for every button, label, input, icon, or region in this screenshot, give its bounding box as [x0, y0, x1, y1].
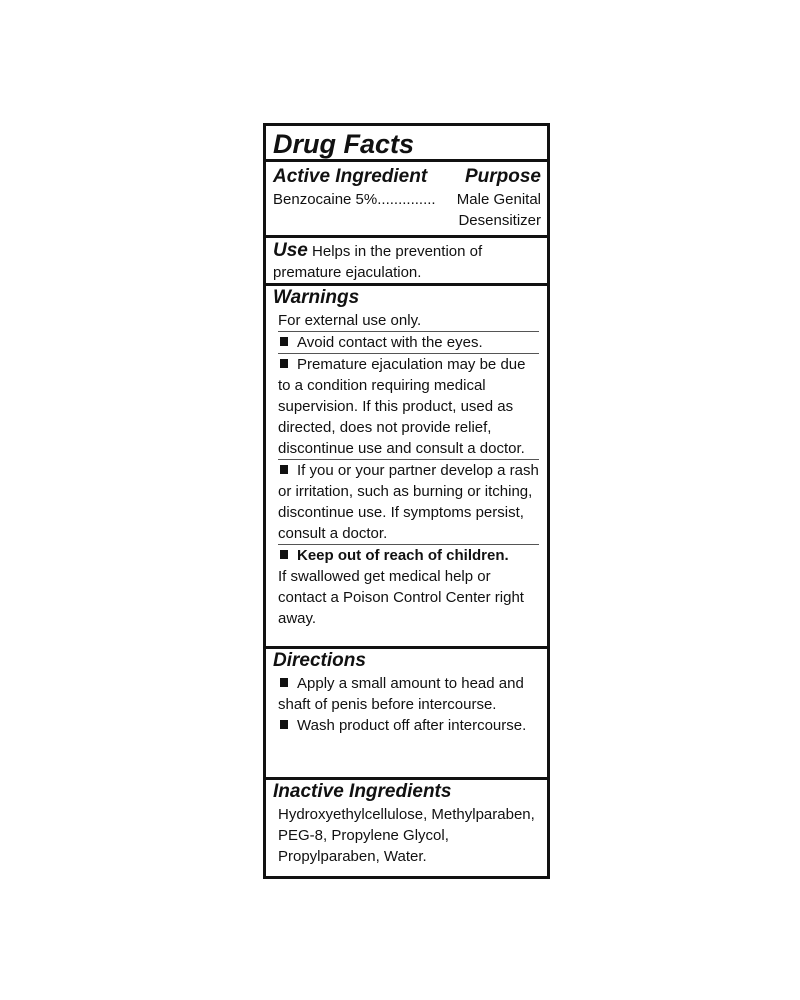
direction-item-text: Apply a small amount to head and shaft of penis before intercourse.: [278, 675, 524, 713]
bullet-icon: [280, 720, 288, 729]
inactive-ingredients-header: Inactive Ingredients: [273, 781, 452, 802]
bullet-icon: [280, 465, 288, 474]
bullet-icon: [280, 550, 288, 559]
active-ingredient-body: [273, 189, 547, 231]
warning-item-text: If you or your partner develop a rash or irritation, such as burning or itching, discontinue use. If symptoms persist, consult a doctor.: [278, 462, 539, 542]
purpose-text: [457, 189, 541, 231]
ingredient-name: Benzocaine 5%: [273, 191, 378, 208]
directions-section: [266, 649, 547, 780]
title-section: [266, 126, 547, 162]
warnings-section: [266, 286, 547, 649]
warning-item-text: Avoid contact with the eyes.: [297, 334, 483, 351]
inactive-ingredients-section: [266, 780, 547, 874]
purpose-line-2: Desensitizer: [458, 212, 541, 229]
warnings-header: Warnings: [273, 287, 360, 308]
drug-facts-panel: [263, 123, 550, 879]
warning-item-children: [278, 545, 539, 629]
bullet-icon: [280, 678, 288, 687]
warning-item: [278, 354, 539, 460]
purpose-line-1: Male Genital: [456, 191, 541, 208]
warning-item: [278, 460, 539, 545]
leader-dots: ..............: [377, 191, 436, 208]
bullet-icon: [280, 337, 288, 346]
use-paragraph: [273, 238, 547, 283]
inactive-ingredients-text: Hydroxyethylcellulose, Methylparaben, PEG-8, Propylene Glycol, Propylparaben, Water.: [278, 806, 535, 865]
warning-intro-text: For external use only.: [278, 312, 422, 329]
active-ingredient-line: [273, 189, 436, 210]
purpose-header: Purpose: [464, 166, 541, 187]
active-ingredient-section: [266, 162, 547, 238]
direction-item: [278, 673, 539, 715]
directions-body: [273, 673, 547, 736]
children-warning-bold: Keep out of reach of children.: [297, 547, 509, 564]
use-text: Helps in the prevention of premature ejaculation.: [273, 243, 483, 281]
active-ingredient-header-row: [273, 162, 547, 189]
warning-item: [278, 332, 539, 354]
warning-intro: [278, 310, 539, 332]
children-warning-text: If swallowed get medical help or contact a Poison Control Center right away.: [278, 568, 524, 627]
active-ingredient-header: Active Ingredient: [273, 166, 428, 187]
bullet-icon: [280, 359, 288, 368]
direction-item-text: Wash product off after intercourse.: [297, 717, 527, 734]
use-header: Use: [273, 240, 308, 261]
use-section: [266, 238, 547, 286]
page-title: Drug Facts: [273, 129, 415, 159]
warning-item-text: Premature ejaculation may be due to a condition requiring medical supervision. If this product, used as directed, does not provide relief, discontinue use and consult a doctor.: [278, 356, 526, 457]
warnings-body: [273, 310, 547, 629]
direction-item: [278, 715, 539, 736]
directions-header: Directions: [273, 650, 366, 671]
